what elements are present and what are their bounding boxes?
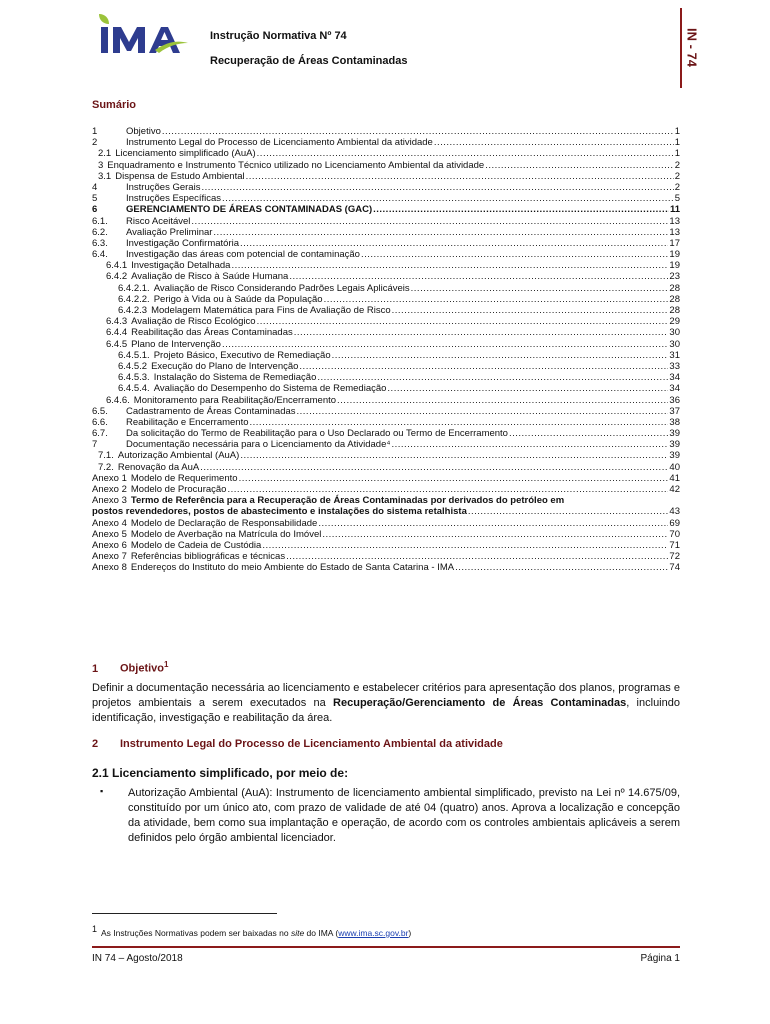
toc-entry-page: 72: [669, 551, 680, 563]
toc-leader-dots: [257, 316, 669, 327]
toc-leader-dots: [246, 171, 674, 182]
toc-entry-title: GERENCIAMENTO DE ÁREAS CONTAMINADAS (GAC): [126, 204, 373, 216]
toc-leader-dots: [299, 361, 668, 372]
toc-entry[interactable]: [92, 372, 680, 383]
toc-entry[interactable]: [92, 271, 680, 282]
toc-entry-number: 6.3.: [92, 237, 108, 249]
toc-entry-page: 39: [669, 428, 680, 440]
toc-entry-title: Modelo de Cadeia de Custódia: [130, 539, 262, 551]
toc-entry-title: Renovação da AuA: [117, 461, 200, 473]
toc-entry[interactable]: [92, 562, 680, 573]
toc-entry[interactable]: [92, 249, 680, 260]
footnote-ref: 1: [164, 660, 169, 669]
toc-entry-page: 17: [669, 237, 680, 249]
toc-leader-dots: [318, 518, 668, 529]
toc-entry-title: Modelo de Averbação na Matrícula do Imóvel: [130, 528, 322, 540]
toc-entry-title: Reabilitação e Encerramento: [126, 416, 249, 428]
toc-entry-title: Avaliação de Risco à Saúde Humana: [131, 271, 289, 283]
toc-leader-dots: [222, 193, 674, 204]
toc-leader-dots: [200, 462, 668, 473]
toc-entry-number: 6.4.5.4.: [118, 383, 150, 395]
toc-entry-title: Instruções Gerais: [126, 181, 201, 193]
toc-entry[interactable]: [92, 540, 680, 551]
section-title: Instrumento Legal do Processo de Licenciamento Ambiental da atividade: [120, 738, 503, 750]
toc-entry-number: 6.4.3: [106, 316, 128, 328]
toc-entry-number: 6.4.5.1.: [118, 349, 150, 361]
toc-entry-title: Perigo à Vida ou à Saúde da População: [153, 293, 323, 305]
toc-entry-title: Avaliação Preliminar: [126, 226, 213, 238]
summary-title: Sumário: [92, 99, 137, 111]
toc-leader-dots: [227, 484, 668, 495]
section-number: 1: [92, 662, 99, 675]
toc-entry-number: 6.4.1: [106, 260, 128, 272]
section-1-heading: [92, 660, 168, 675]
bullet-marker: ▪: [100, 786, 104, 796]
toc-entry[interactable]: [92, 294, 680, 305]
toc-entry-title: Avaliação do Desempenho do Sistema de Remediação: [153, 383, 387, 395]
toc-entry-title: Reabilitação das Áreas Contaminadas: [131, 327, 293, 339]
toc-entry-title: Projeto Básico, Executivo de Remediação: [153, 349, 331, 361]
toc-entry-number: 6.4.2.1.: [118, 282, 150, 294]
toc-entry-title: Enquadramento e Instrumento Técnico utilizado no Licenciamento Ambiental da atividade: [107, 159, 485, 171]
logo-leaf: [99, 14, 109, 24]
toc-entry-page: 29: [669, 316, 680, 328]
toc-entry-title: Investigação Detalhada: [131, 260, 231, 272]
toc-leader-dots: [289, 271, 668, 282]
toc-entry-page: 36: [669, 394, 680, 406]
toc-entry-number: 2: [92, 137, 98, 149]
toc-entry-page: 28: [669, 293, 680, 305]
logo-letter-m: [113, 27, 145, 53]
toc-leader-dots: [434, 137, 674, 148]
toc-entry[interactable]: [92, 518, 680, 529]
objective-bold: Recuperação/Gerenciamento de Áreas Contaminadas: [333, 697, 627, 709]
toc-entry-title: Objetivo: [126, 126, 161, 137]
toc-entry-page: 19: [669, 249, 680, 261]
ima-website-link[interactable]: www.ima.sc.gov.br: [338, 927, 409, 938]
footnote: [92, 924, 411, 938]
toc-entry-page: 39: [669, 450, 680, 462]
toc-entry-title: Modelo de Procuração: [130, 484, 227, 495]
toc-entry-title: Dispensa de Estudo Ambiental: [115, 170, 245, 182]
toc-entry-number: Anexo 8: [92, 562, 127, 574]
toc-entry-number: Anexo 1: [92, 472, 127, 484]
toc-leader-dots: [485, 160, 674, 171]
toc-entry-number: 6.4.: [92, 249, 108, 261]
toc-entry[interactable]: [92, 305, 680, 316]
toc-entry[interactable]: [92, 260, 680, 271]
toc-entry[interactable]: [92, 182, 680, 193]
footer-page-number: Página 1: [640, 953, 680, 964]
toc-entry-page: 19: [669, 260, 680, 272]
toc-entry-title: Plano de Intervenção: [131, 338, 221, 350]
subsection-2-1-heading: 2.1 Licenciamento simplificado, por meio de:: [92, 766, 349, 780]
document-subtitle: Recuperação de Áreas Contaminadas: [210, 55, 408, 67]
section-number: 2: [92, 738, 99, 750]
toc-entry[interactable]: [92, 160, 680, 171]
toc-leader-dots: [240, 238, 668, 249]
toc-entry[interactable]: [92, 316, 680, 327]
toc-entry-page: 42: [669, 484, 680, 495]
toc-entry-page: 28: [669, 305, 680, 316]
table-of-contents: [92, 126, 680, 574]
toc-entry-number: Anexo 6: [92, 539, 127, 551]
toc-leader-dots: [262, 540, 668, 551]
toc-entry-title: Avaliação de Risco Ecológico: [131, 316, 256, 328]
objective-text-end: , incluindo identificação, investigação e reabilitação da área.: [92, 697, 680, 724]
toc-entry[interactable]: [92, 395, 680, 406]
toc-entry-title: Instrumento Legal do Processo de Licenciamento Ambiental da atividade: [126, 137, 433, 149]
toc-entry-number: 6.5.: [92, 405, 108, 417]
toc-entry[interactable]: [92, 383, 680, 394]
toc-entry-page: 23: [669, 271, 680, 283]
toc-entry-page: 34: [669, 383, 680, 395]
toc-leader-dots: [324, 294, 669, 305]
toc-entry-page: 69: [669, 517, 680, 529]
toc-entry[interactable]: [92, 484, 680, 495]
toc-entry-page: 11: [669, 204, 680, 216]
logo-letter-i: [101, 27, 108, 53]
toc-entry-title: Avaliação de Risco Considerando Padrões Legais Aplicáveis: [153, 282, 410, 294]
toc-entry-page: 1: [674, 137, 680, 149]
toc-leader-dots: [294, 327, 669, 338]
footnote-text: As Instruções Normativas podem ser baixadas no: [101, 927, 291, 938]
document-title: Instrução Normativa Nº 74: [210, 30, 347, 42]
toc-entry-title-cont: postos revendedores, postos de abastecimento e instalações do sistema retalhista: [92, 506, 467, 518]
toc-leader-dots: [387, 383, 668, 394]
toc-entry[interactable]: [92, 551, 680, 562]
footnote-text-end: ): [408, 927, 412, 938]
toc-entry-title: Monitoramento para Reabilitação/Encerramento: [133, 394, 337, 406]
toc-entry-title: Risco Aceitável: [126, 215, 191, 227]
toc-entry-number: Anexo 3: [92, 495, 127, 507]
toc-leader-dots: [257, 148, 674, 159]
toc-entry-number: 7.2.: [98, 461, 114, 473]
toc-entry-number: 6.4.2.3: [118, 305, 148, 316]
toc-entry[interactable]: [92, 227, 680, 238]
toc-leader-dots: [297, 406, 669, 417]
toc-leader-dots: [222, 339, 668, 350]
toc-entry[interactable]: [92, 462, 680, 473]
toc-entry[interactable]: [92, 529, 680, 540]
toc-entry-number: Anexo 5: [92, 528, 127, 540]
side-code: IN - 74: [684, 28, 700, 68]
toc-entry-title: Da solicitação do Termo de Reabilitação para o Uso Declarado ou Termo de Encerramento: [126, 428, 508, 440]
toc-leader-dots: [231, 260, 668, 271]
toc-entry-title: Referências bibliográficas e técnicas: [130, 551, 286, 563]
toc-leader-dots: [286, 551, 668, 562]
toc-entry[interactable]: [92, 216, 680, 227]
toc-entry-number: 6.7.: [92, 428, 108, 440]
toc-entry-page: 37: [669, 405, 680, 417]
toc-entry-title: Instruções Específicas: [126, 193, 222, 205]
toc-entry-page: 70: [669, 528, 680, 540]
toc-entry-page: 2: [674, 181, 680, 193]
toc-entry-number: 4: [92, 181, 98, 193]
toc-entry-number: 6.4.6.: [106, 394, 130, 406]
toc-entry-title: Instalação do Sistema de Remediação: [153, 372, 317, 384]
toc-entry-page: 30: [669, 327, 680, 339]
ima-logo: [95, 12, 190, 56]
toc-entry[interactable]: [92, 283, 680, 294]
toc-entry-number: 6.4.5.3.: [118, 372, 150, 384]
toc-leader-dots: [361, 249, 668, 260]
toc-entry-number: 7: [92, 439, 98, 451]
toc-entry-number: Anexo 2: [92, 484, 127, 495]
toc-entry-number: Anexo 4: [92, 517, 127, 529]
toc-entry-title: Modelo de Requerimento: [130, 472, 238, 484]
toc-entry[interactable]: [92, 350, 680, 361]
toc-leader-dots: [468, 506, 669, 517]
toc-leader-dots: [162, 126, 674, 137]
toc-leader-dots: [411, 283, 669, 294]
toc-entry-page: 13: [669, 215, 680, 227]
toc-leader-dots: [509, 428, 668, 439]
toc-entry-page: 1: [674, 148, 680, 160]
toc-entry-page: 1: [674, 126, 680, 137]
toc-entry-title: Cadastramento de Áreas Contaminadas: [126, 405, 296, 417]
toc-entry[interactable]: [92, 428, 680, 439]
section-2-heading: [92, 738, 503, 750]
toc-entry-number: 6.4.5: [106, 338, 128, 350]
toc-entry[interactable]: [92, 171, 680, 182]
toc-leader-dots: [337, 395, 668, 406]
objective-paragraph: [92, 681, 680, 726]
toc-entry-number: 5: [92, 193, 98, 205]
toc-entry[interactable]: [92, 361, 680, 372]
toc-leader-dots: [332, 350, 669, 361]
toc-entry[interactable]: [92, 339, 680, 350]
toc-entry[interactable]: [92, 238, 680, 249]
toc-entry-page: 39: [669, 439, 680, 451]
toc-entry[interactable]: [92, 204, 680, 215]
section-title: Objetivo: [120, 662, 165, 675]
toc-entry-number: 6.4.2.2.: [118, 293, 150, 305]
toc-leader-dots: [250, 417, 669, 428]
toc-entry-number: 3.1: [98, 170, 112, 182]
toc-entry-page: 74: [669, 562, 680, 574]
toc-annex-3-line-2: [92, 506, 680, 517]
toc-leader-dots: [213, 227, 668, 238]
toc-entry[interactable]: [92, 327, 680, 338]
toc-entry-title: Modelo de Declaração de Responsabilidade: [130, 517, 318, 529]
toc-entry-page: 71: [669, 539, 680, 551]
toc-entry-title: Endereços do Instituto do meio Ambiente do Estado de Santa Catarina - IMA: [130, 562, 455, 574]
toc-leader-dots: [392, 305, 669, 316]
toc-leader-dots: [455, 562, 668, 573]
toc-entry-number: 6.4.4: [106, 327, 128, 339]
toc-entry-page: 2: [674, 159, 680, 171]
toc-entry[interactable]: [92, 137, 680, 148]
toc-entry-page: 33: [669, 360, 680, 372]
toc-entry-number: 6.1.: [92, 215, 108, 227]
toc-entry-number: 6.2.: [92, 226, 108, 238]
toc-entry-page: 38: [669, 416, 680, 428]
toc-annex-3-line-1: [92, 495, 680, 506]
toc-entry[interactable]: [92, 450, 680, 461]
footer-divider: [92, 946, 680, 948]
toc-entry-number: 2.1: [98, 148, 112, 160]
toc-entry-title: Licenciamento simplificado (AuA): [115, 148, 256, 160]
toc-entry-number: 6.4.5.2: [118, 360, 148, 372]
header-divider: [680, 8, 682, 88]
toc-entry-number: 6: [92, 204, 98, 216]
toc-leader-dots: [391, 439, 668, 450]
toc-entry-number: 1: [92, 126, 98, 137]
toc-entry-page: 31: [669, 349, 680, 361]
footer-doc-id: IN 74 – Agosto/2018: [92, 953, 183, 964]
aua-description: Autorização Ambiental (AuA): Instrumento de licenciamento ambiental simplificado, previsto na Lei nº 14.675/09, constituído por um único ato, com prazo de validade de até 04 (quatro) anos. Aprova a localização e concepção da atividade, bem como sua implantação e operação, de acordo com os controles ambientais aplicáveis a serem definidos pelo órgão ambiental licenciador.: [128, 787, 680, 844]
toc-entry-page: 34: [669, 372, 680, 384]
toc-entry-annex-3[interactable]: [92, 495, 680, 517]
toc-entry[interactable]: [92, 148, 680, 159]
toc-entry-title: Investigação Confirmatória: [126, 237, 239, 249]
toc-entry-page: 41: [669, 472, 680, 484]
toc-entry[interactable]: [92, 439, 680, 450]
footnote-italic: site: [290, 927, 305, 938]
toc-entry-title: Autorização Ambiental (AuA): [117, 450, 240, 462]
footnote-text-mid: do IMA (: [304, 927, 339, 938]
toc-entry-number: 3: [98, 159, 104, 171]
toc-leader-dots: [240, 450, 668, 461]
toc-entry[interactable]: [92, 473, 680, 484]
toc-entry-page: 30: [669, 338, 680, 350]
toc-entry-title: Investigação das áreas com potencial de contaminação: [126, 249, 360, 261]
toc-entry-title: Execução do Plano de Intervenção: [151, 360, 299, 372]
toc-entry-page: 5: [674, 193, 680, 205]
toc-entry-number: 6.4.2: [106, 271, 128, 283]
toc-leader-dots: [317, 372, 668, 383]
footnote-number: 1: [92, 924, 98, 934]
toc-entry-page: 40: [669, 461, 680, 473]
toc-entry[interactable]: [92, 193, 680, 204]
toc-entry-title: Modelagem Matemática para Fins de Avaliação de Risco: [151, 305, 391, 316]
toc-leader-dots: [373, 204, 669, 215]
toc-entry-title: Termo de Referência para a Recuperação de Áreas Contaminadas por derivados do petróleo em: [130, 495, 565, 507]
toc-entry-title: Documentação necessária para o Licenciamento da Atividade⁴: [126, 439, 391, 451]
toc-entry-page: 2: [674, 170, 680, 182]
toc-leader-dots: [191, 216, 668, 227]
toc-entry[interactable]: [92, 417, 680, 428]
objective-text: Definir a documentação necessária ao licenciamento e estabelecer critérios para apresentação dos planos, programas e projetos ambientais a serem executados na: [92, 682, 680, 709]
toc-entry[interactable]: [92, 126, 680, 137]
toc-entry-number: 6.6.: [92, 416, 108, 428]
toc-entry-number: Anexo 7: [92, 551, 127, 563]
toc-leader-dots: [322, 529, 668, 540]
footnote-rule: [92, 913, 277, 914]
toc-entry[interactable]: [92, 406, 680, 417]
toc-entry-number: 7.1.: [98, 450, 114, 462]
toc-leader-dots: [239, 473, 669, 484]
toc-entry-page: 13: [669, 226, 680, 238]
toc-entry-page: 28: [669, 282, 680, 294]
toc-entry-page: 43: [669, 506, 680, 518]
toc-leader-dots: [201, 182, 673, 193]
